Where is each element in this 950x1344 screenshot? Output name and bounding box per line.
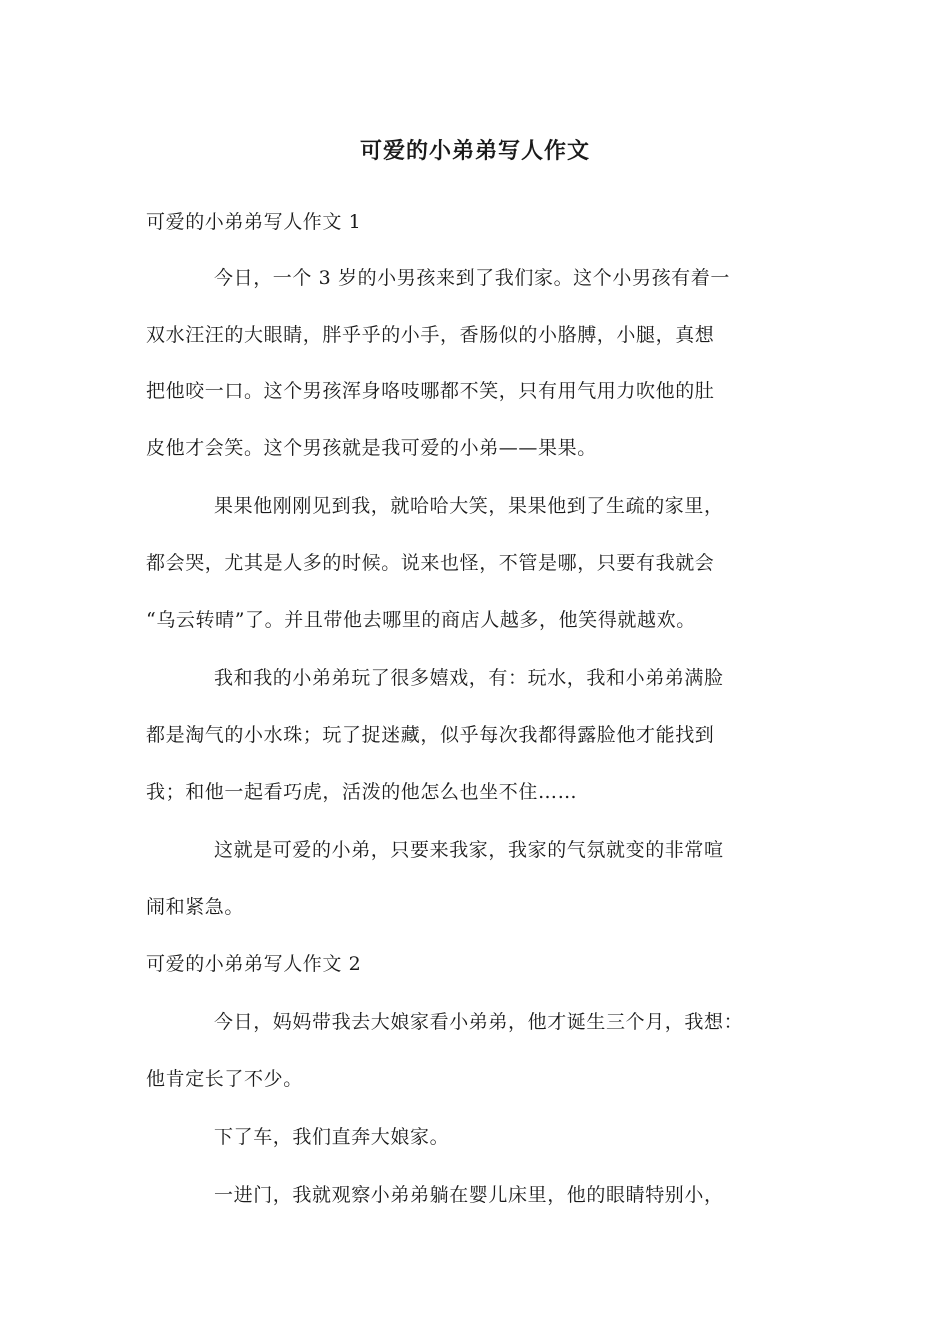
paragraph-line: 他肯定长了不少。 (146, 1068, 303, 1090)
paragraph-line: 这就是可爱的小弟，只要来我家，我家的气氛就变的非常喧 (214, 839, 724, 861)
paragraph-line: 我和我的小弟弟玩了很多嬉戏，有：玩水，我和小弟弟满脸 (214, 667, 724, 689)
paragraph-line: 把他咬一口。这个男孩浑身咯吱哪都不笑，只有用气用力吹他的肚 (146, 380, 715, 402)
paragraph-line: 今日，一个 3 岁的小男孩来到了我们家。这个小男孩有着一 (214, 267, 730, 289)
paragraph-line: 双水汪汪的大眼睛，胖乎乎的小手，香肠似的小胳膊，小腿，真想 (146, 324, 715, 346)
paragraph-line: 皮他才会笑。这个男孩就是我可爱的小弟——果果。 (146, 437, 597, 459)
paragraph-line: 果果他刚刚见到我，就哈哈大笑，果果他到了生疏的家里， (214, 495, 724, 517)
paragraph-line: 下了车，我们直奔大娘家。 (214, 1126, 450, 1148)
paragraph-line: 今日，妈妈带我去大娘家看小弟弟，他才诞生三个月，我想： (214, 1011, 744, 1033)
section-heading-2: 可爱的小弟弟写人作文 2 (146, 953, 362, 975)
page-title: 可爱的小弟弟写人作文 (359, 138, 590, 164)
paragraph-line: 一进门，我就观察小弟弟躺在婴儿床里，他的眼睛特别小， (214, 1184, 724, 1206)
paragraph-line: 都会哭，尤其是人多的时候。说来也怪，不管是哪，只要有我就会 (146, 552, 715, 574)
paragraph-line: 我；和他一起看巧虎，活泼的他怎么也坐不住…… (146, 781, 578, 803)
paragraph-line: 闹和紧急。 (146, 896, 245, 918)
paragraph-line: 都是淘气的小水珠；玩了捉迷藏，似乎每次我都得露脸他才能找到 (146, 724, 715, 746)
section-heading-1: 可爱的小弟弟写人作文 1 (146, 211, 362, 233)
paragraph-line: “乌云转晴”了。并且带他去哪里的商店人越多，他笑得就越欢。 (146, 609, 696, 631)
